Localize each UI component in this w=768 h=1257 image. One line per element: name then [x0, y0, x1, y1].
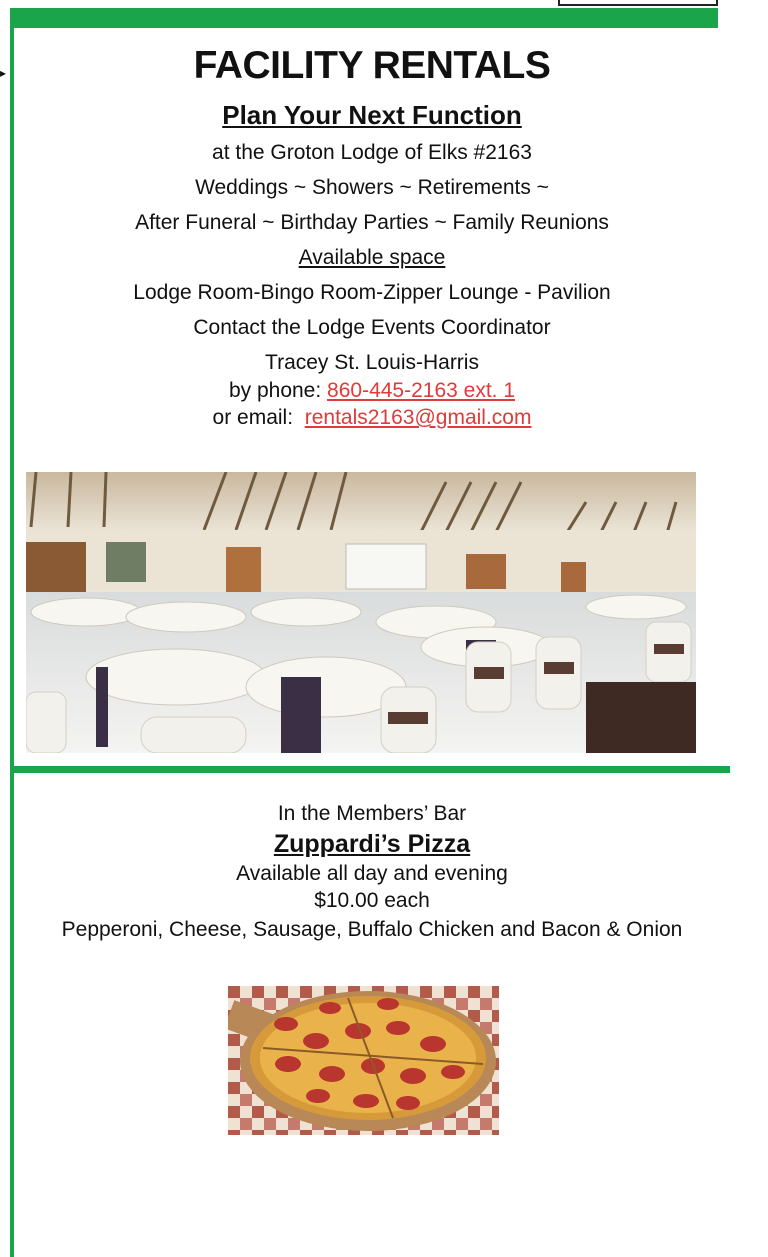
phone-label: by phone:	[228, 379, 328, 402]
subtitle-text: Plan Your Next Function	[222, 100, 522, 130]
pizza-flavors: Pepperoni, Cheese, Sausage, Buffalo Chicken and Bacon & Onion	[61, 918, 683, 941]
phone-link[interactable]: 860-445-2163 ext. 1	[327, 379, 516, 402]
banquet-hall-illustration	[26, 472, 696, 753]
pizza-title-text: Zuppardi’s Pizza	[273, 830, 471, 858]
pizza-price: $10.00 each	[314, 889, 430, 912]
page-subtitle	[14, 98, 730, 132]
pizza-location: In the Members’ Bar	[277, 802, 467, 825]
pizza-illustration	[228, 986, 499, 1135]
page-title: FACILITY RENTALS	[193, 44, 551, 87]
arrow-right-icon: ▸	[0, 66, 7, 80]
available-space-text: Available space	[298, 246, 446, 269]
pizza-photo	[228, 986, 499, 1135]
top-green-bar	[10, 8, 718, 28]
events-line-1: Weddings ~ Showers ~ Retirements ~	[195, 176, 549, 199]
pizza-availability: Available all day and evening	[236, 862, 508, 885]
space-list: Lodge Room-Bingo Room-Zipper Lounge - Pavilion	[133, 281, 611, 304]
coordinator-name: Tracey St. Louis-Harris	[265, 351, 479, 374]
available-space-heading	[14, 244, 730, 272]
email-label: or email:	[212, 406, 305, 429]
banquet-hall-photo	[26, 472, 696, 753]
contact-intro: Contact the Lodge Events Coordinator	[193, 316, 551, 339]
email-link[interactable]: rentals2163@gmail.com	[304, 406, 532, 429]
section-divider-green-bar	[10, 766, 730, 773]
phone-line	[14, 377, 730, 405]
top-right-frame	[558, 0, 718, 6]
pizza-title	[14, 829, 730, 859]
lodge-name: at the Groton Lodge of Elks #2163	[212, 141, 532, 164]
email-line	[14, 404, 730, 432]
events-line-2: After Funeral ~ Birthday Parties ~ Family Reunions	[135, 211, 609, 234]
